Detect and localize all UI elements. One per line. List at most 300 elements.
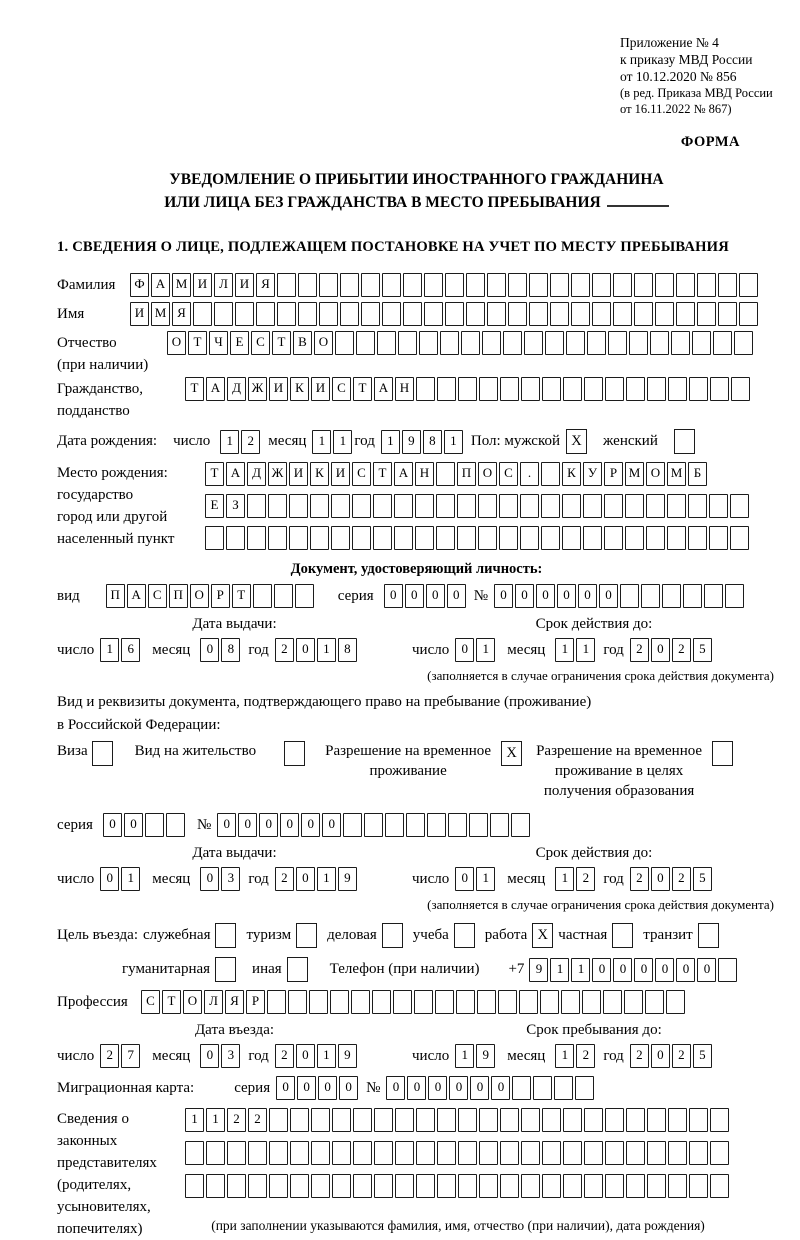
form-cell[interactable]: [498, 990, 517, 1014]
form-cell[interactable]: [689, 377, 708, 401]
form-cell[interactable]: [482, 331, 501, 355]
form-cell[interactable]: [414, 990, 433, 1014]
form-cell[interactable]: 1: [571, 958, 590, 982]
form-cell[interactable]: [416, 1141, 435, 1165]
form-cell[interactable]: [335, 331, 354, 355]
purpose-humanitarian-checkbox[interactable]: [215, 957, 236, 982]
form-cell[interactable]: 0: [634, 958, 653, 982]
form-cell[interactable]: [214, 302, 233, 326]
form-cell[interactable]: [634, 273, 653, 297]
form-cell[interactable]: [563, 1141, 582, 1165]
form-cell[interactable]: 2: [275, 867, 294, 891]
form-cell[interactable]: [662, 584, 681, 608]
form-cell[interactable]: [298, 273, 317, 297]
form-cell[interactable]: 0: [455, 867, 474, 891]
form-cell[interactable]: [235, 302, 254, 326]
form-cell[interactable]: Р: [211, 584, 230, 608]
form-cell[interactable]: [604, 526, 623, 550]
form-cell[interactable]: 0: [428, 1076, 447, 1100]
purpose-work-checkbox[interactable]: X: [532, 923, 553, 948]
form-cell[interactable]: [290, 1108, 309, 1132]
form-cell[interactable]: 1: [121, 867, 140, 891]
form-cell[interactable]: [353, 1174, 372, 1198]
form-cell[interactable]: [269, 1108, 288, 1132]
form-cell[interactable]: [529, 273, 548, 297]
form-cell[interactable]: 0: [491, 1076, 510, 1100]
form-cell[interactable]: [554, 1076, 573, 1100]
form-cell[interactable]: [604, 494, 623, 518]
form-cell[interactable]: [437, 377, 456, 401]
form-cell[interactable]: [592, 273, 611, 297]
form-cell[interactable]: [508, 302, 527, 326]
form-cell[interactable]: [697, 273, 716, 297]
form-cell[interactable]: Я: [172, 302, 191, 326]
form-cell[interactable]: [382, 273, 401, 297]
form-cell[interactable]: [166, 813, 185, 837]
form-cell[interactable]: Ч: [209, 331, 228, 355]
form-cell[interactable]: [331, 526, 350, 550]
temp-residence-checkbox[interactable]: X: [501, 741, 522, 766]
form-cell[interactable]: 1: [381, 430, 400, 454]
form-cell[interactable]: [697, 302, 716, 326]
form-cell[interactable]: 0: [238, 813, 257, 837]
form-cell[interactable]: [193, 302, 212, 326]
form-cell[interactable]: [730, 526, 749, 550]
form-cell[interactable]: 0: [103, 813, 122, 837]
form-cell[interactable]: [311, 1108, 330, 1132]
form-cell[interactable]: [290, 1174, 309, 1198]
form-cell[interactable]: [424, 273, 443, 297]
form-cell[interactable]: [542, 377, 561, 401]
form-cell[interactable]: [541, 526, 560, 550]
form-cell[interactable]: 0: [676, 958, 695, 982]
form-cell[interactable]: [419, 331, 438, 355]
form-cell[interactable]: 0: [407, 1076, 426, 1100]
form-cell[interactable]: [624, 990, 643, 1014]
form-cell[interactable]: С: [148, 584, 167, 608]
form-cell[interactable]: Р: [246, 990, 265, 1014]
form-cell[interactable]: [668, 377, 687, 401]
form-cell[interactable]: [415, 526, 434, 550]
form-cell[interactable]: [353, 1108, 372, 1132]
form-cell[interactable]: Т: [162, 990, 181, 1014]
form-cell[interactable]: [340, 302, 359, 326]
form-cell[interactable]: [385, 813, 404, 837]
form-cell[interactable]: [613, 273, 632, 297]
form-cell[interactable]: [310, 494, 329, 518]
form-cell[interactable]: [584, 377, 603, 401]
form-cell[interactable]: 1: [333, 430, 352, 454]
form-cell[interactable]: [540, 990, 559, 1014]
form-cell[interactable]: [466, 273, 485, 297]
form-cell[interactable]: И: [269, 377, 288, 401]
form-cell[interactable]: [620, 584, 639, 608]
form-cell[interactable]: [398, 331, 417, 355]
form-cell[interactable]: [512, 1076, 531, 1100]
form-cell[interactable]: [289, 494, 308, 518]
form-cell[interactable]: Л: [204, 990, 223, 1014]
form-cell[interactable]: Е: [230, 331, 249, 355]
form-cell[interactable]: 0: [296, 1044, 315, 1068]
form-cell[interactable]: [521, 377, 540, 401]
form-cell[interactable]: 0: [697, 958, 716, 982]
form-cell[interactable]: [592, 302, 611, 326]
form-cell[interactable]: 0: [386, 1076, 405, 1100]
form-cell[interactable]: 7: [121, 1044, 140, 1068]
form-cell[interactable]: И: [331, 462, 350, 486]
form-cell[interactable]: 0: [651, 1044, 670, 1068]
purpose-private-checkbox[interactable]: [612, 923, 633, 948]
form-cell[interactable]: Л: [214, 273, 233, 297]
form-cell[interactable]: [608, 331, 627, 355]
form-cell[interactable]: [730, 494, 749, 518]
form-cell[interactable]: [440, 331, 459, 355]
form-cell[interactable]: [394, 526, 413, 550]
form-cell[interactable]: [541, 494, 560, 518]
purpose-business-checkbox[interactable]: [382, 923, 403, 948]
form-cell[interactable]: [416, 1174, 435, 1198]
form-cell[interactable]: 0: [651, 638, 670, 662]
form-cell[interactable]: [667, 526, 686, 550]
form-cell[interactable]: [500, 1174, 519, 1198]
form-cell[interactable]: [256, 302, 275, 326]
form-cell[interactable]: П: [106, 584, 125, 608]
form-cell[interactable]: [647, 1174, 666, 1198]
form-cell[interactable]: [206, 1141, 225, 1165]
form-cell[interactable]: Б: [688, 462, 707, 486]
form-cell[interactable]: 0: [426, 584, 445, 608]
form-cell[interactable]: [710, 1141, 729, 1165]
form-cell[interactable]: 0: [655, 958, 674, 982]
form-cell[interactable]: О: [646, 462, 665, 486]
form-cell[interactable]: [641, 584, 660, 608]
form-cell[interactable]: [298, 302, 317, 326]
form-cell[interactable]: 1: [312, 430, 331, 454]
form-cell[interactable]: [545, 331, 564, 355]
form-cell[interactable]: [587, 331, 606, 355]
form-cell[interactable]: 1: [555, 867, 574, 891]
form-cell[interactable]: [356, 331, 375, 355]
form-cell[interactable]: 0: [339, 1076, 358, 1100]
form-cell[interactable]: С: [499, 462, 518, 486]
form-cell[interactable]: [734, 331, 753, 355]
form-cell[interactable]: И: [193, 273, 212, 297]
form-cell[interactable]: 0: [100, 867, 119, 891]
form-cell[interactable]: [626, 377, 645, 401]
form-cell[interactable]: 0: [494, 584, 513, 608]
form-cell[interactable]: [395, 1108, 414, 1132]
form-cell[interactable]: [629, 331, 648, 355]
form-cell[interactable]: 9: [529, 958, 548, 982]
form-cell[interactable]: И: [311, 377, 330, 401]
form-cell[interactable]: К: [562, 462, 581, 486]
form-cell[interactable]: [461, 331, 480, 355]
form-cell[interactable]: Ф: [130, 273, 149, 297]
temp-residence-edu-checkbox[interactable]: [712, 741, 733, 766]
form-cell[interactable]: [626, 1174, 645, 1198]
form-cell[interactable]: Ж: [248, 377, 267, 401]
form-cell[interactable]: 0: [259, 813, 278, 837]
form-cell[interactable]: [352, 494, 371, 518]
form-cell[interactable]: 2: [241, 430, 260, 454]
form-cell[interactable]: [718, 958, 737, 982]
form-cell[interactable]: 9: [402, 430, 421, 454]
form-cell[interactable]: М: [667, 462, 686, 486]
form-cell[interactable]: Ж: [268, 462, 287, 486]
form-cell[interactable]: [437, 1174, 456, 1198]
form-cell[interactable]: [436, 526, 455, 550]
form-cell[interactable]: [267, 990, 286, 1014]
form-cell[interactable]: [731, 377, 750, 401]
form-cell[interactable]: [666, 990, 685, 1014]
purpose-study-checkbox[interactable]: [454, 923, 475, 948]
form-cell[interactable]: [542, 1108, 561, 1132]
form-cell[interactable]: 2: [576, 1044, 595, 1068]
form-cell[interactable]: [562, 494, 581, 518]
form-cell[interactable]: [582, 990, 601, 1014]
form-cell[interactable]: [646, 526, 665, 550]
form-cell[interactable]: [603, 990, 622, 1014]
form-cell[interactable]: [458, 1108, 477, 1132]
form-cell[interactable]: 1: [476, 867, 495, 891]
form-cell[interactable]: 1: [555, 638, 574, 662]
form-cell[interactable]: А: [151, 273, 170, 297]
form-cell[interactable]: 1: [317, 1044, 336, 1068]
form-cell[interactable]: [676, 273, 695, 297]
form-cell[interactable]: [500, 1141, 519, 1165]
form-cell[interactable]: [309, 990, 328, 1014]
form-cell[interactable]: 1: [576, 638, 595, 662]
form-cell[interactable]: 8: [221, 638, 240, 662]
purpose-transit-checkbox[interactable]: [698, 923, 719, 948]
form-cell[interactable]: [479, 1108, 498, 1132]
form-cell[interactable]: [647, 1141, 666, 1165]
form-cell[interactable]: [503, 331, 522, 355]
form-cell[interactable]: 1: [317, 867, 336, 891]
form-cell[interactable]: Т: [205, 462, 224, 486]
form-cell[interactable]: [448, 813, 467, 837]
form-cell[interactable]: 1: [220, 430, 239, 454]
form-cell[interactable]: 0: [200, 638, 219, 662]
form-cell[interactable]: [541, 462, 560, 486]
form-cell[interactable]: 5: [693, 867, 712, 891]
form-cell[interactable]: Е: [205, 494, 224, 518]
form-cell[interactable]: 0: [296, 867, 315, 891]
form-cell[interactable]: Т: [232, 584, 251, 608]
form-cell[interactable]: [288, 990, 307, 1014]
form-cell[interactable]: 5: [693, 1044, 712, 1068]
form-cell[interactable]: .: [520, 462, 539, 486]
form-cell[interactable]: [688, 494, 707, 518]
form-cell[interactable]: [343, 813, 362, 837]
form-cell[interactable]: 0: [613, 958, 632, 982]
form-cell[interactable]: [500, 377, 519, 401]
form-cell[interactable]: [394, 494, 413, 518]
form-cell[interactable]: [479, 377, 498, 401]
form-cell[interactable]: [563, 1108, 582, 1132]
form-cell[interactable]: [668, 1141, 687, 1165]
form-cell[interactable]: [668, 1174, 687, 1198]
form-cell[interactable]: М: [172, 273, 191, 297]
form-cell[interactable]: [683, 584, 702, 608]
form-cell[interactable]: [332, 1174, 351, 1198]
form-cell[interactable]: О: [478, 462, 497, 486]
form-cell[interactable]: [478, 494, 497, 518]
form-cell[interactable]: 2: [630, 867, 649, 891]
form-cell[interactable]: О: [314, 331, 333, 355]
form-cell[interactable]: 0: [280, 813, 299, 837]
form-cell[interactable]: [377, 331, 396, 355]
form-cell[interactable]: [499, 526, 518, 550]
form-cell[interactable]: [227, 1174, 246, 1198]
form-cell[interactable]: [436, 462, 455, 486]
form-cell[interactable]: 1: [555, 1044, 574, 1068]
form-cell[interactable]: [583, 526, 602, 550]
form-cell[interactable]: [689, 1141, 708, 1165]
form-cell[interactable]: 1: [206, 1108, 225, 1132]
purpose-official-checkbox[interactable]: [215, 923, 236, 948]
form-cell[interactable]: [269, 1141, 288, 1165]
form-cell[interactable]: 2: [630, 638, 649, 662]
form-cell[interactable]: 0: [470, 1076, 489, 1100]
form-cell[interactable]: Т: [272, 331, 291, 355]
form-cell[interactable]: [311, 1141, 330, 1165]
form-cell[interactable]: В: [293, 331, 312, 355]
form-cell[interactable]: 3: [221, 1044, 240, 1068]
form-cell[interactable]: П: [169, 584, 188, 608]
form-cell[interactable]: [739, 273, 758, 297]
form-cell[interactable]: [626, 1141, 645, 1165]
form-cell[interactable]: Р: [604, 462, 623, 486]
form-cell[interactable]: [718, 273, 737, 297]
form-cell[interactable]: [647, 1108, 666, 1132]
form-cell[interactable]: [395, 1141, 414, 1165]
form-cell[interactable]: [416, 377, 435, 401]
form-cell[interactable]: [374, 1174, 393, 1198]
form-cell[interactable]: 0: [447, 584, 466, 608]
form-cell[interactable]: Т: [353, 377, 372, 401]
form-cell[interactable]: [361, 302, 380, 326]
form-cell[interactable]: [550, 302, 569, 326]
form-cell[interactable]: [310, 526, 329, 550]
form-cell[interactable]: [689, 1174, 708, 1198]
form-cell[interactable]: [226, 526, 245, 550]
form-cell[interactable]: [646, 494, 665, 518]
form-cell[interactable]: О: [190, 584, 209, 608]
form-cell[interactable]: [566, 331, 585, 355]
form-cell[interactable]: 0: [536, 584, 555, 608]
form-cell[interactable]: А: [374, 377, 393, 401]
form-cell[interactable]: [562, 526, 581, 550]
form-cell[interactable]: [647, 377, 666, 401]
form-cell[interactable]: [372, 990, 391, 1014]
form-cell[interactable]: 3: [221, 867, 240, 891]
form-cell[interactable]: [605, 377, 624, 401]
purpose-other-checkbox[interactable]: [287, 957, 308, 982]
form-cell[interactable]: [340, 273, 359, 297]
form-cell[interactable]: [688, 526, 707, 550]
form-cell[interactable]: [458, 377, 477, 401]
form-cell[interactable]: 1: [100, 638, 119, 662]
form-cell[interactable]: С: [141, 990, 160, 1014]
form-cell[interactable]: 1: [444, 430, 463, 454]
form-cell[interactable]: М: [625, 462, 644, 486]
form-cell[interactable]: [331, 494, 350, 518]
form-cell[interactable]: [479, 1141, 498, 1165]
form-cell[interactable]: 9: [338, 867, 357, 891]
form-cell[interactable]: И: [235, 273, 254, 297]
form-cell[interactable]: [520, 526, 539, 550]
form-cell[interactable]: 0: [455, 638, 474, 662]
form-cell[interactable]: [713, 331, 732, 355]
form-cell[interactable]: 0: [599, 584, 618, 608]
form-cell[interactable]: 0: [318, 1076, 337, 1100]
form-cell[interactable]: 2: [248, 1108, 267, 1132]
form-cell[interactable]: 0: [217, 813, 236, 837]
form-cell[interactable]: [583, 494, 602, 518]
form-cell[interactable]: [416, 1108, 435, 1132]
form-cell[interactable]: 2: [672, 1044, 691, 1068]
form-cell[interactable]: [529, 302, 548, 326]
form-cell[interactable]: 1: [455, 1044, 474, 1068]
form-cell[interactable]: [330, 990, 349, 1014]
form-cell[interactable]: [563, 1174, 582, 1198]
form-cell[interactable]: 0: [449, 1076, 468, 1100]
form-cell[interactable]: [247, 494, 266, 518]
form-cell[interactable]: 2: [576, 867, 595, 891]
form-cell[interactable]: [571, 273, 590, 297]
form-cell[interactable]: 9: [338, 1044, 357, 1068]
form-cell[interactable]: [277, 302, 296, 326]
form-cell[interactable]: [718, 302, 737, 326]
form-cell[interactable]: [311, 1174, 330, 1198]
form-cell[interactable]: И: [289, 462, 308, 486]
form-cell[interactable]: [458, 1174, 477, 1198]
form-cell[interactable]: [584, 1141, 603, 1165]
form-cell[interactable]: [479, 1174, 498, 1198]
form-cell[interactable]: 2: [275, 1044, 294, 1068]
form-cell[interactable]: [571, 302, 590, 326]
form-cell[interactable]: [563, 377, 582, 401]
form-cell[interactable]: 0: [405, 584, 424, 608]
form-cell[interactable]: Н: [395, 377, 414, 401]
form-cell[interactable]: [478, 526, 497, 550]
form-cell[interactable]: [427, 813, 446, 837]
form-cell[interactable]: [533, 1076, 552, 1100]
form-cell[interactable]: О: [167, 331, 186, 355]
form-cell[interactable]: [692, 331, 711, 355]
form-cell[interactable]: [584, 1174, 603, 1198]
form-cell[interactable]: [374, 1108, 393, 1132]
form-cell[interactable]: Я: [256, 273, 275, 297]
form-cell[interactable]: [227, 1141, 246, 1165]
form-cell[interactable]: [269, 1174, 288, 1198]
form-cell[interactable]: 2: [227, 1108, 246, 1132]
form-cell[interactable]: С: [251, 331, 270, 355]
form-cell[interactable]: [332, 1108, 351, 1132]
form-cell[interactable]: [403, 302, 422, 326]
form-cell[interactable]: Т: [373, 462, 392, 486]
form-cell[interactable]: [521, 1108, 540, 1132]
form-cell[interactable]: 1: [185, 1108, 204, 1132]
form-cell[interactable]: 0: [296, 638, 315, 662]
form-cell[interactable]: [185, 1174, 204, 1198]
visa-checkbox[interactable]: [92, 741, 113, 766]
form-cell[interactable]: 0: [297, 1076, 316, 1100]
form-cell[interactable]: [542, 1174, 561, 1198]
form-cell[interactable]: [361, 273, 380, 297]
form-cell[interactable]: [289, 526, 308, 550]
